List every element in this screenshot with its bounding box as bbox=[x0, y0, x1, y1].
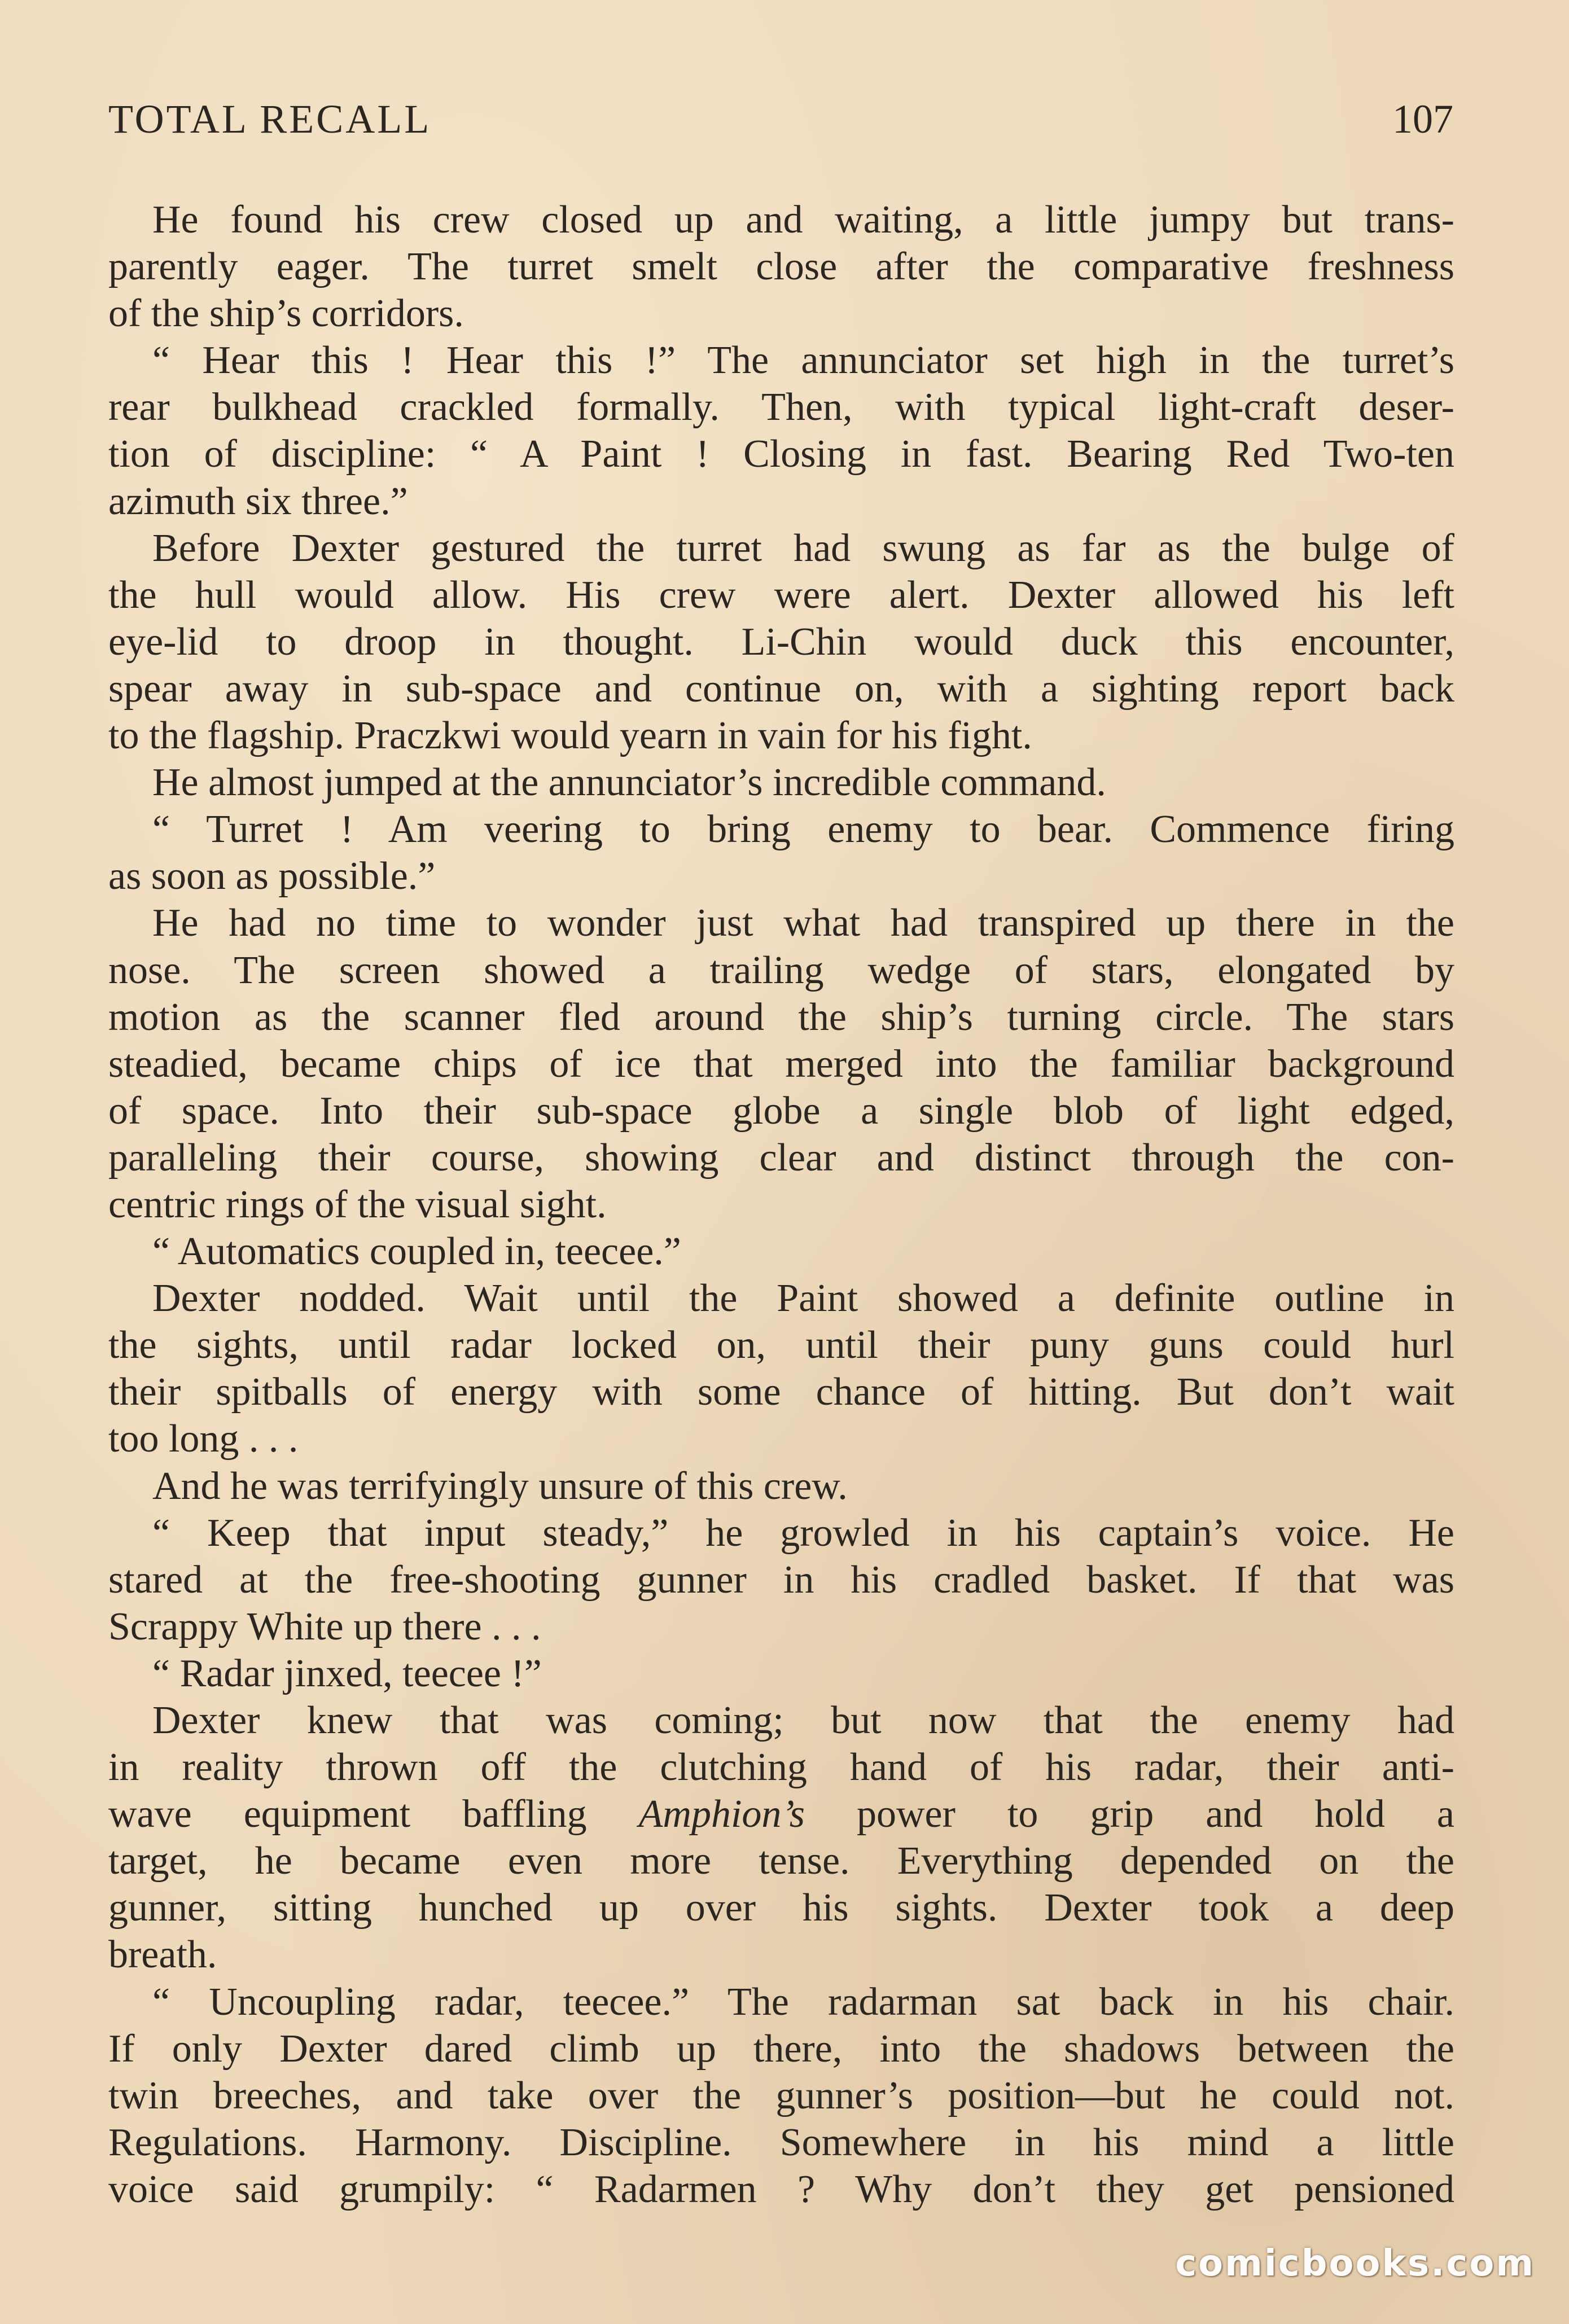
running-title: TOTAL RECALL bbox=[108, 97, 432, 142]
text-line: rear bulkhead crackled formally. Then, with typical light-craft deser- bbox=[108, 385, 1454, 429]
page-number: 107 bbox=[1392, 97, 1453, 142]
text-line: target, he became even more tense. Everything depended on the bbox=[108, 1839, 1454, 1883]
text-line: And he was terrifyingly unsure of this crew. bbox=[152, 1464, 848, 1508]
text-line: azimuth six three.” bbox=[108, 479, 408, 523]
text-line: Regulations. Harmony. Discipline. Somewhere in his mind a little bbox=[108, 2120, 1454, 2164]
text-line: stared at the free-shooting gunner in his cradled basket. If that was bbox=[108, 1558, 1454, 1602]
watermark: comicbooks.com bbox=[1175, 2243, 1535, 2284]
body-text bbox=[108, 196, 1454, 2213]
text-line: tion of discipline: “ A Paint ! Closing in fast. Bearing Red Two-ten bbox=[108, 432, 1454, 476]
ship-name-italic: Amphion’s bbox=[638, 1792, 805, 1836]
text-line: parently eager. The turret smelt close after the comparative freshness bbox=[108, 245, 1454, 289]
text-line: If only Dexter dared climb up there, into the shadows between the bbox=[108, 2027, 1454, 2071]
text-line: to the flagship. Praczkwi would yearn in vain for his fight. bbox=[108, 714, 1032, 758]
text-line: twin breeches, and take over the gunner’s position—but he could not. bbox=[108, 2073, 1454, 2117]
text-line: He had no time to wonder just what had transpired up there in the bbox=[152, 901, 1454, 945]
text-line: voice said grumpily: “ Radarmen ? Why don’t they get pensioned bbox=[108, 2167, 1454, 2211]
text-segment: power to grip and hold a bbox=[804, 1792, 1454, 1836]
text-line: He almost jumped at the annunciator’s incredible command. bbox=[152, 761, 1106, 805]
text-line: “ Keep that input steady,” he growled in his captain’s voice. He bbox=[152, 1511, 1454, 1555]
text-line: the sights, until radar locked on, until their puny guns could hurl bbox=[108, 1323, 1454, 1367]
text-line: of the ship’s corridors. bbox=[108, 292, 464, 336]
text-line: centric rings of the visual sight. bbox=[108, 1182, 607, 1226]
text-line: spear away in sub-space and continue on, with a sighting report back bbox=[108, 666, 1454, 711]
text-line: breath. bbox=[108, 1933, 217, 1977]
text-line: nose. The screen showed a trailing wedge of stars, elongated by bbox=[108, 948, 1454, 992]
text-line: “ Radar jinxed, teecee !” bbox=[152, 1651, 542, 1695]
text-line: Dexter nodded. Wait until the Paint showed a definite outline in bbox=[152, 1277, 1454, 1321]
text-line: “ Automatics coupled in, teecee.” bbox=[152, 1230, 681, 1274]
text-line: the hull would allow. His crew were alert. Dexter allowed his left bbox=[108, 573, 1454, 617]
text-line: “ Uncoupling radar, teecee.” The radarman sat back in his chair. bbox=[152, 1980, 1454, 2024]
text-line: in reality thrown off the clutching hand of his radar, their anti- bbox=[108, 1746, 1454, 1790]
page-header bbox=[108, 96, 1453, 147]
text-line: too long . . . bbox=[108, 1417, 299, 1461]
text-line-with-italic bbox=[108, 1791, 1454, 1838]
text-line: Before Dexter gestured the turret had swung as far as the bulge of bbox=[152, 526, 1454, 570]
text-line: steadied, became chips of ice that merged into the familiar background bbox=[108, 1042, 1454, 1086]
text-line: of space. Into their sub-space globe a single blob of light edged, bbox=[108, 1089, 1454, 1133]
text-line: motion as the scanner fled around the ship’s turning circle. The stars bbox=[108, 995, 1454, 1039]
text-line: eye-lid to droop in thought. Li-Chin would duck this encounter, bbox=[108, 620, 1454, 664]
text-line: paralleling their course, showing clear and distinct through the con- bbox=[108, 1135, 1454, 1179]
text-line: gunner, sitting hunched up over his sights. Dexter took a deep bbox=[108, 1886, 1454, 1930]
text-line: “ Hear this ! Hear this !” The annunciator set high in the turret’s bbox=[152, 339, 1454, 383]
text-line: Scrappy White up there . . . bbox=[108, 1604, 541, 1648]
text-line: as soon as possible.” bbox=[108, 854, 436, 898]
text-line: their spitballs of energy with some chance of hitting. But don’t wait bbox=[108, 1370, 1454, 1414]
text-segment: wave equipment baffling bbox=[108, 1792, 639, 1836]
text-line: He found his crew closed up and waiting, a little jumpy but trans- bbox=[152, 198, 1454, 242]
text-line: Dexter knew that was coming; but now that the enemy had bbox=[152, 1699, 1454, 1742]
text-line: “ Turret ! Am veering to bring enemy to bear. Commence firing bbox=[152, 808, 1454, 852]
